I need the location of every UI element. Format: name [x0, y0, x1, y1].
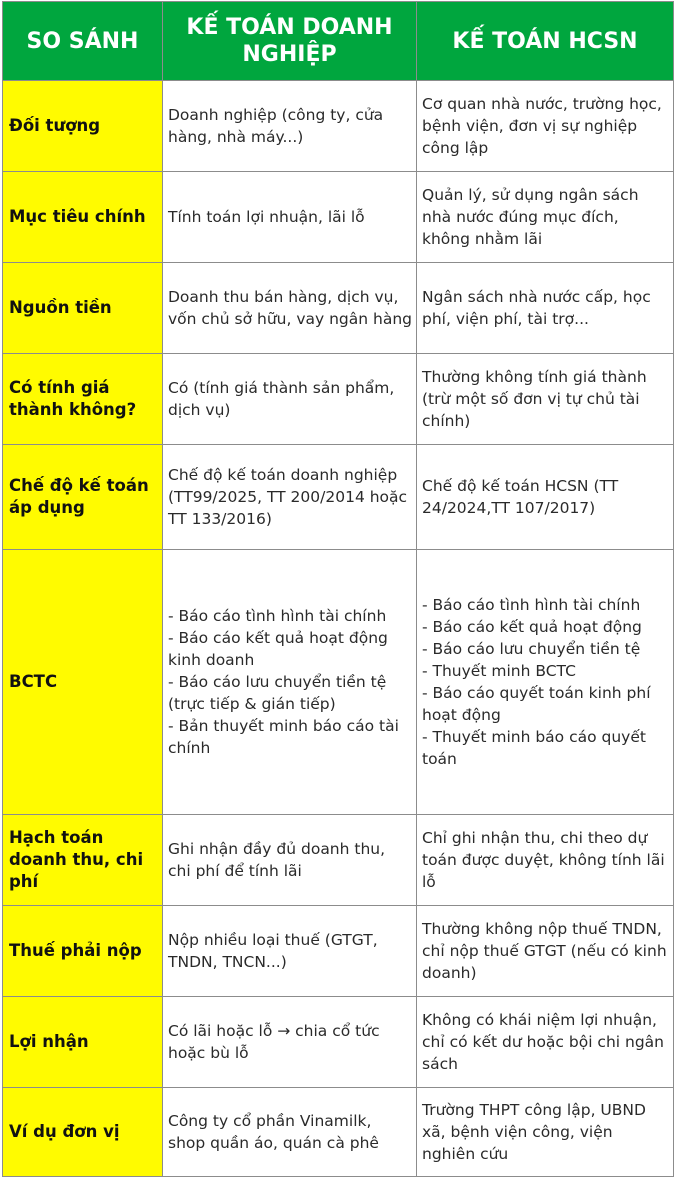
table-row: [3, 550, 674, 815]
header-compare: SO SÁNH: [3, 2, 163, 81]
row-public-sector-value: Ngân sách nhà nước cấp, học phí, viện phí, tài trợ...: [417, 263, 674, 354]
table-row: [3, 354, 674, 445]
table-row: [3, 997, 674, 1088]
row-public-sector-value: Trường THPT công lập, UBND xã, bệnh viện công, viện nghiên cứu: [417, 1088, 674, 1177]
table-row: [3, 445, 674, 550]
row-criterion: Nguồn tiền: [3, 263, 163, 354]
row-criterion: Thuế phải nộp: [3, 906, 163, 997]
table-row: [3, 263, 674, 354]
row-business-value: Doanh thu bán hàng, dịch vụ, vốn chủ sở hữu, vay ngân hàng: [163, 263, 417, 354]
comparison-table: [2, 1, 674, 1177]
header-public-sector-accounting: KẾ TOÁN HCSN: [417, 2, 674, 81]
row-criterion: Đối tượng: [3, 81, 163, 172]
row-business-value: Tính toán lợi nhuận, lãi lỗ: [163, 172, 417, 263]
row-criterion: Hạch toán doanh thu, chi phí: [3, 815, 163, 906]
row-public-sector-value: - Báo cáo tình hình tài chính - Báo cáo kết quả hoạt động - Báo cáo lưu chuyển tiền tệ - Thuyết minh BCTC - Báo cáo quyết toán kinh phí hoạt động - Thuyết minh báo cáo quyết toán: [417, 550, 674, 815]
row-public-sector-value: Chế độ kế toán HCSN (TT 24/2024,TT 107/2017): [417, 445, 674, 550]
row-business-value: - Báo cáo tình hình tài chính - Báo cáo kết quả hoạt động kinh doanh - Báo cáo lưu chuyển tiền tệ (trực tiếp & gián tiếp) - Bản thuyết minh báo cáo tài chính: [163, 550, 417, 815]
row-criterion: Chế độ kế toán áp dụng: [3, 445, 163, 550]
row-business-value: Ghi nhận đầy đủ doanh thu, chi phí để tính lãi: [163, 815, 417, 906]
row-public-sector-value: Không có khái niệm lợi nhuận, chỉ có kết dư hoặc bội chi ngân sách: [417, 997, 674, 1088]
table-row: [3, 1088, 674, 1177]
table-row: [3, 172, 674, 263]
row-business-value: Nộp nhiều loại thuế (GTGT, TNDN, TNCN...): [163, 906, 417, 997]
row-business-value: Chế độ kế toán doanh nghiệp (TT99/2025, TT 200/2014 hoặc TT 133/2016): [163, 445, 417, 550]
row-public-sector-value: Chỉ ghi nhận thu, chi theo dự toán được duyệt, không tính lãi lỗ: [417, 815, 674, 906]
row-public-sector-value: Quản lý, sử dụng ngân sách nhà nước đúng mục đích, không nhằm lãi: [417, 172, 674, 263]
row-business-value: Có (tính giá thành sản phẩm, dịch vụ): [163, 354, 417, 445]
row-criterion: Lợi nhận: [3, 997, 163, 1088]
row-public-sector-value: Cơ quan nhà nước, trường học, bệnh viện, đơn vị sự nghiệp công lập: [417, 81, 674, 172]
row-criterion: Ví dụ đơn vị: [3, 1088, 163, 1177]
table-header-row: [3, 2, 674, 81]
row-criterion: BCTC: [3, 550, 163, 815]
row-business-value: Có lãi hoặc lỗ → chia cổ tức hoặc bù lỗ: [163, 997, 417, 1088]
table-row: [3, 81, 674, 172]
row-criterion: Mục tiêu chính: [3, 172, 163, 263]
row-criterion: Có tính giá thành không?: [3, 354, 163, 445]
row-public-sector-value: Thường không tính giá thành (trừ một số đơn vị tự chủ tài chính): [417, 354, 674, 445]
header-business-accounting: KẾ TOÁN DOANH NGHIỆP: [163, 2, 417, 81]
row-public-sector-value: Thường không nộp thuế TNDN, chỉ nộp thuế GTGT (nếu có kinh doanh): [417, 906, 674, 997]
row-business-value: Doanh nghiệp (công ty, cửa hàng, nhà máy...): [163, 81, 417, 172]
row-business-value: Công ty cổ phần Vinamilk, shop quần áo, quán cà phê: [163, 1088, 417, 1177]
table-row: [3, 815, 674, 906]
table-row: [3, 906, 674, 997]
